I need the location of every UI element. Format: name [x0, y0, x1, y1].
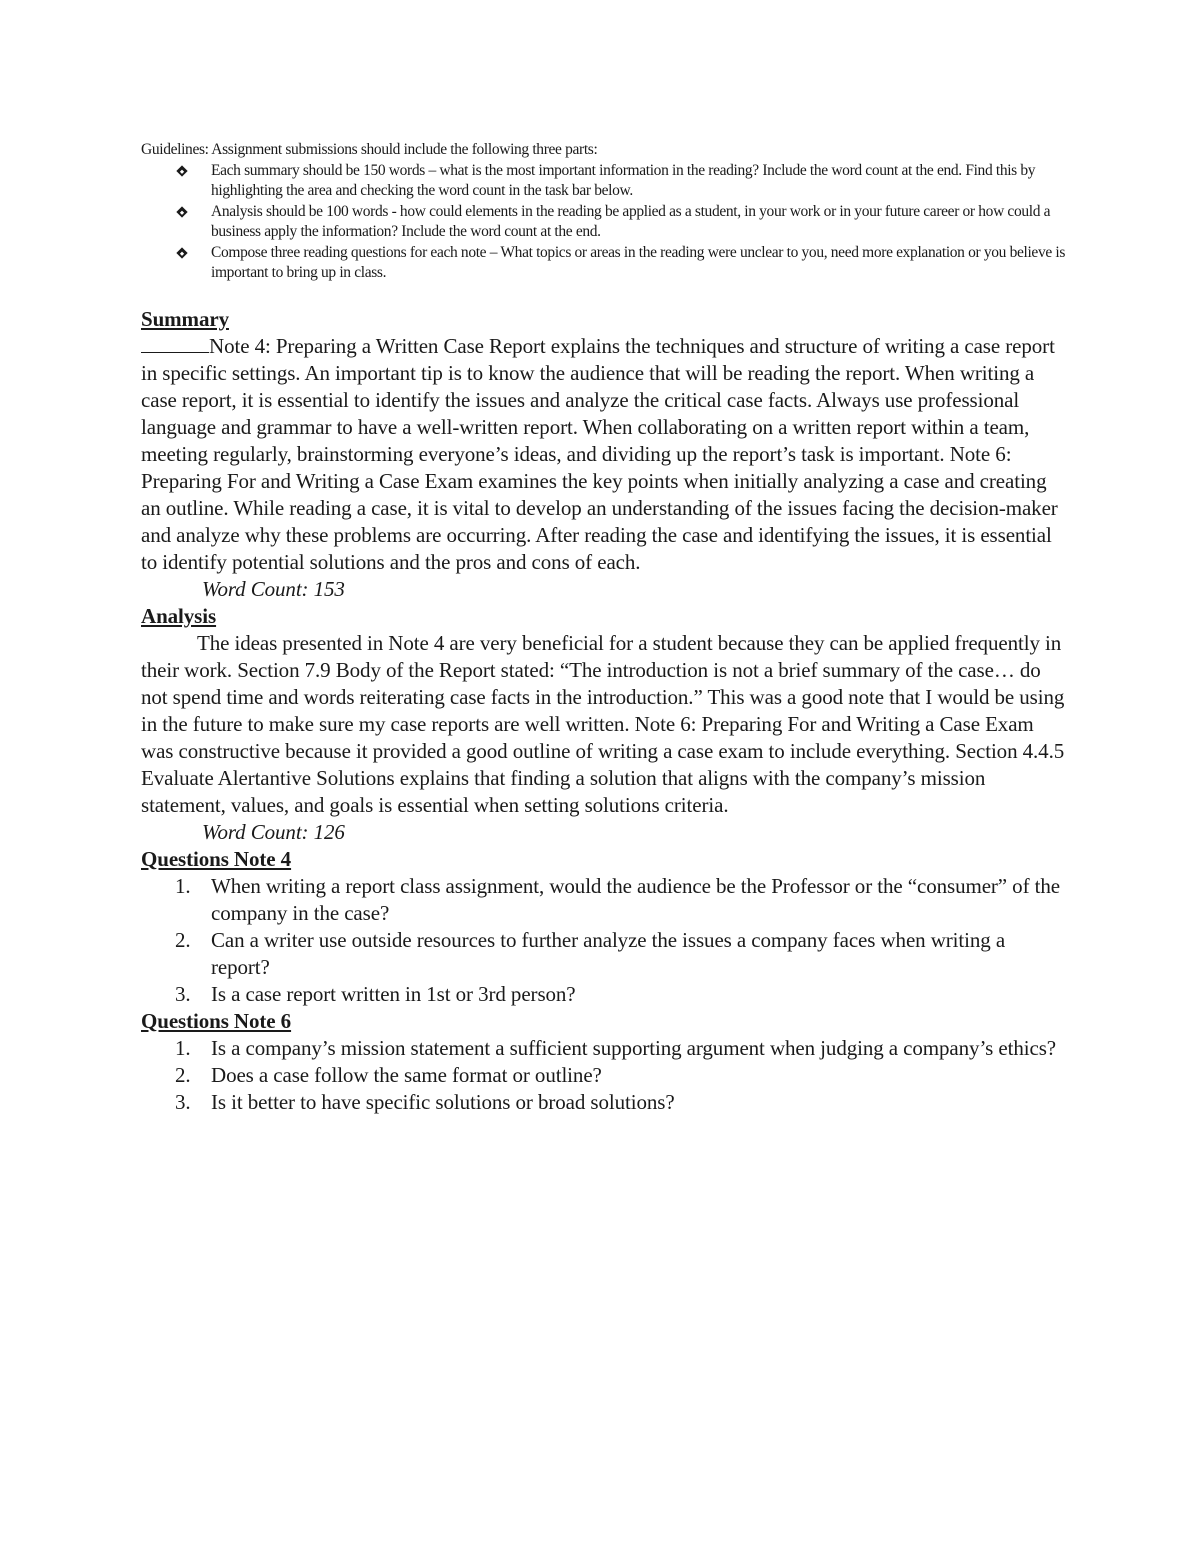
analysis-text: The ideas presented in Note 4 are very beneficial for a student because they can be applied frequently in their work. Section 7.9 Body of the Report stated: “The introduction is not a brief summary of the case… do not spend time and words reiterating case facts in the introduction.” This was a good note that I would be using in the future to make sure my case reports are well written. Note 6: Preparing For and Writing a Case Exam was constructive because it provided a good outline of writing a case exam to include everything. Section 4.4.5 Evaluate Alertantive Solutions explains that finding a solution that aligns with the company’s mission statement, values, and goals is essential when setting solutions criteria.	[141, 630, 1065, 817]
diamond-bullet-icon	[176, 206, 187, 217]
list-item	[141, 1089, 1066, 1116]
guidelines-list	[141, 161, 1066, 284]
questions-note4-list	[141, 873, 1066, 1008]
list-number: 1.	[175, 1035, 191, 1060]
main-content	[141, 306, 1066, 1116]
guideline-item-summary	[141, 161, 1066, 202]
summary-text: Note 4: Preparing a Written Case Report explains the techniques and structure of writing a case report in specific settings. An important tip is to know the audience that will be reading the report. When writing a case report, it is essential to identify the issues and analyze the critical case facts. Always use professional language and grammar to have a well-written report. When collaborating on a written report within a team, meeting regularly, brainstorming everyone’s ideas, and dividing up the report’s task is important. Note 6: Preparing For and Writing a Case Exam examines the key points when initially analyzing a case and creating an outline. While reading a case, it is vital to develop an understanding of the issues facing the decision-maker and analyze why these problems are occurring. After reading the case and identifying the issues, it is essential to identify potential solutions and the pros and cons of each.	[141, 333, 1058, 574]
list-item	[141, 981, 1066, 1008]
guideline-text: Analysis should be 100 words - how could elements in the reading be applied as a student, in your work or in your future career or how could a business apply the information? Include the word count at the end.	[211, 202, 1051, 240]
question-text: When writing a report class assignment, would the audience be the Professor or the “consumer” of the company in the case?	[211, 873, 1060, 925]
diamond-bullet-icon	[176, 165, 187, 176]
list-number: 2.	[175, 927, 191, 952]
guideline-item-analysis	[141, 202, 1066, 243]
summary-heading: Summary	[141, 306, 229, 331]
question-text: Can a writer use outside resources to further analyze the issues a company faces when writing a report?	[211, 927, 1006, 979]
analysis-word-count: Word Count: 126	[202, 819, 345, 844]
question-text: Does a case follow the same format or outline?	[211, 1062, 602, 1087]
diamond-bullet-icon	[176, 247, 187, 258]
analysis-heading: Analysis	[141, 603, 217, 628]
list-item	[141, 927, 1066, 981]
list-item	[141, 1035, 1066, 1062]
guidelines-section	[141, 140, 1066, 284]
guideline-text: Compose three reading questions for each note – What topics or areas in the reading were unclear to you, need more explanation or you believe is important to bring up in class.	[211, 243, 1066, 281]
question-text: Is a case report written in 1st or 3rd person?	[211, 981, 576, 1006]
list-item	[141, 1062, 1066, 1089]
summary-word-count: Word Count: 153	[202, 576, 345, 601]
list-number: 3.	[175, 981, 191, 1006]
guidelines-intro: Guidelines: Assignment submissions should include the following three parts:	[141, 141, 598, 158]
list-number: 2.	[175, 1062, 191, 1087]
summary-paragraph	[141, 333, 1066, 576]
guideline-item-questions	[141, 243, 1066, 284]
analysis-paragraph	[141, 630, 1066, 819]
document-page	[141, 140, 1066, 1116]
list-number: 3.	[175, 1089, 191, 1114]
questions-note6-list	[141, 1035, 1066, 1116]
questions-note4-heading: Questions Note 4	[141, 846, 292, 871]
question-text: Is a company’s mission statement a sufficient supporting argument when judging a company’s ethics?	[211, 1035, 1057, 1060]
questions-note6-heading: Questions Note 6	[141, 1008, 292, 1033]
list-item	[141, 873, 1066, 927]
guideline-text: Each summary should be 150 words – what is the most important information in the reading? Include the word count at the end. Find this by highlighting the area and checking the word count in the task bar below.	[211, 161, 1036, 199]
list-number: 1.	[175, 873, 191, 898]
question-text: Is it better to have specific solutions or broad solutions?	[211, 1089, 675, 1114]
blank-underline	[141, 352, 209, 353]
